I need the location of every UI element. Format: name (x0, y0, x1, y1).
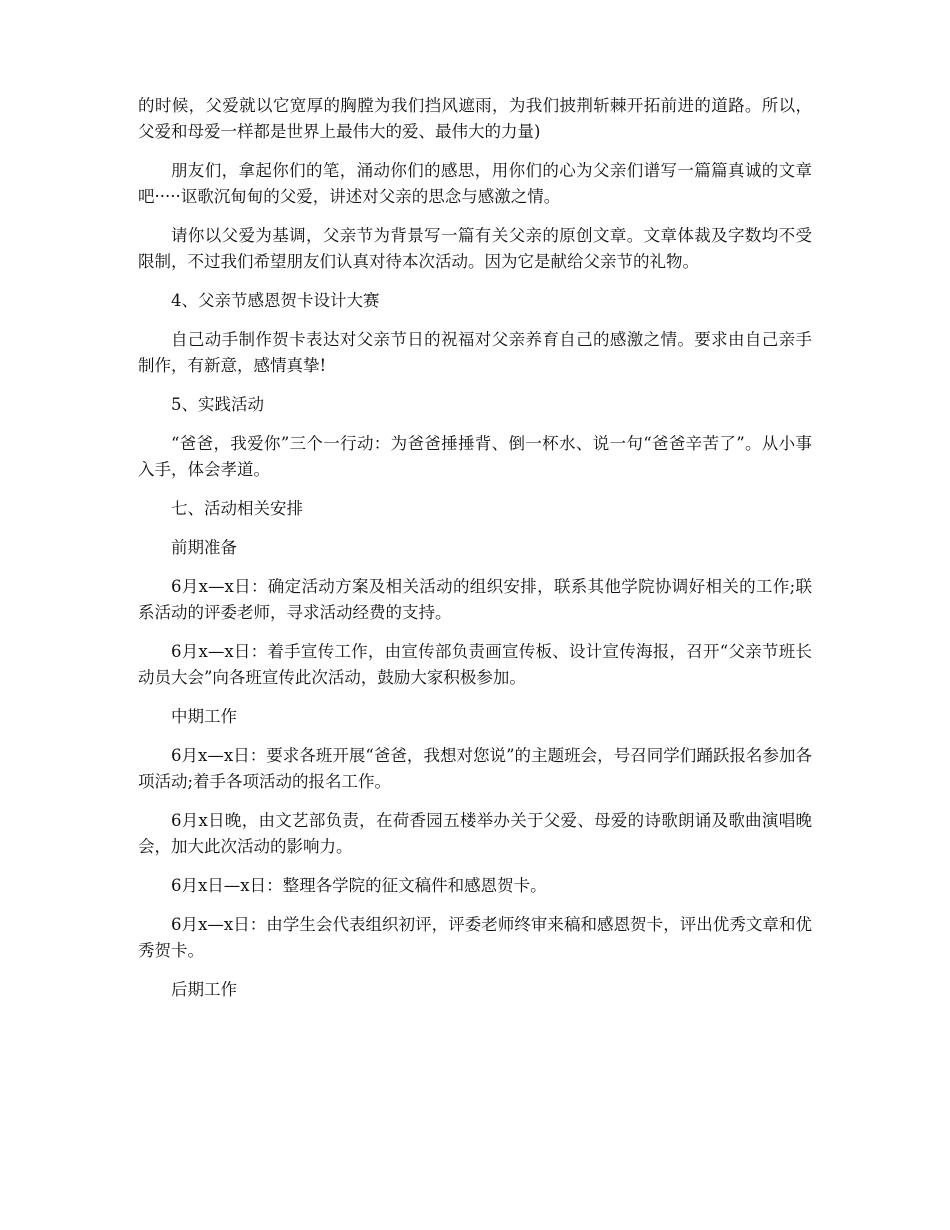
paragraph-practice: “爸爸，我爱你”三个一行动：为爸爸捶捶背、倒一杯水、说一句“爸爸辛苦了”。从小事入手，体会孝道。 (138, 434, 812, 479)
schedule-item: 6月x—x日：着手宣传工作，由宣传部负责画宣传板、设计宣传海报，召开“父亲节班长动员大会”向各班宣传此次活动，鼓励大家积极参加。 (138, 642, 812, 687)
subheading-early-stage: 前期准备 (171, 538, 237, 557)
schedule-item: 6月x日—x日：整理各学院的征文稿件和感恩贺卡。 (171, 876, 547, 895)
paragraph-call-to-write: 朋友们，拿起你们的笔，涌动你们的感思，用你们的心为父亲们谱写一篇篇真诚的文章吧·····讴歌沉甸甸的父爱，讲述对父亲的思念与感激之情。 (138, 161, 812, 206)
schedule-item: 6月x—x日：要求各班开展“爸爸，我想对您说”的主题班会，号召同学们踊跃报名参加各项活动;着手各项活动的报名工作。 (138, 746, 812, 791)
schedule-item: 6月x日晚，由文艺部负责，在荷香园五楼举办关于父爱、母爱的诗歌朗诵及歌曲演唱晚会，加大此次活动的影响力。 (138, 811, 812, 856)
paragraph-card-contest: 自己动手制作贺卡表达对父亲节日的祝福对父亲养育自己的感激之情。要求由自己亲手制作，有新意，感情真挚! (138, 330, 812, 375)
schedule-item: 6月x—x日：确定活动方案及相关活动的组织安排，联系其他学院协调好相关的工作;联系活动的评委老师，寻求活动经费的支持。 (138, 577, 812, 622)
document-body (138, 93, 812, 1016)
subheading-mid-stage: 中期工作 (171, 707, 237, 726)
schedule-item: 6月x—x日：由学生会代表组织初评，评委老师终审来稿和感恩贺卡，评出优秀文章和优秀贺卡。 (138, 915, 812, 960)
subheading-late-stage: 后期工作 (171, 980, 237, 999)
section-heading-arrangement: 七、活动相关安排 (171, 499, 303, 518)
section-heading-card-contest: 4、父亲节感恩贺卡设计大赛 (171, 291, 380, 310)
paragraph-continuation: 的时候，父爱就以它宽厚的胸膛为我们挡风遮雨，为我们披荆斩棘开拓前进的道路。所以，父爱和母爱一样都是世界上最伟大的爱、最伟大的力量) (138, 96, 812, 141)
paragraph-essay-rules: 请你以父爱为基调，父亲节为背景写一篇有关父亲的原创文章。文章体裁及字数均不受限制，不过我们希望朋友们认真对待本次活动。因为它是献给父亲节的礼物。 (138, 226, 812, 271)
section-heading-practice: 5、实践活动 (171, 395, 264, 414)
